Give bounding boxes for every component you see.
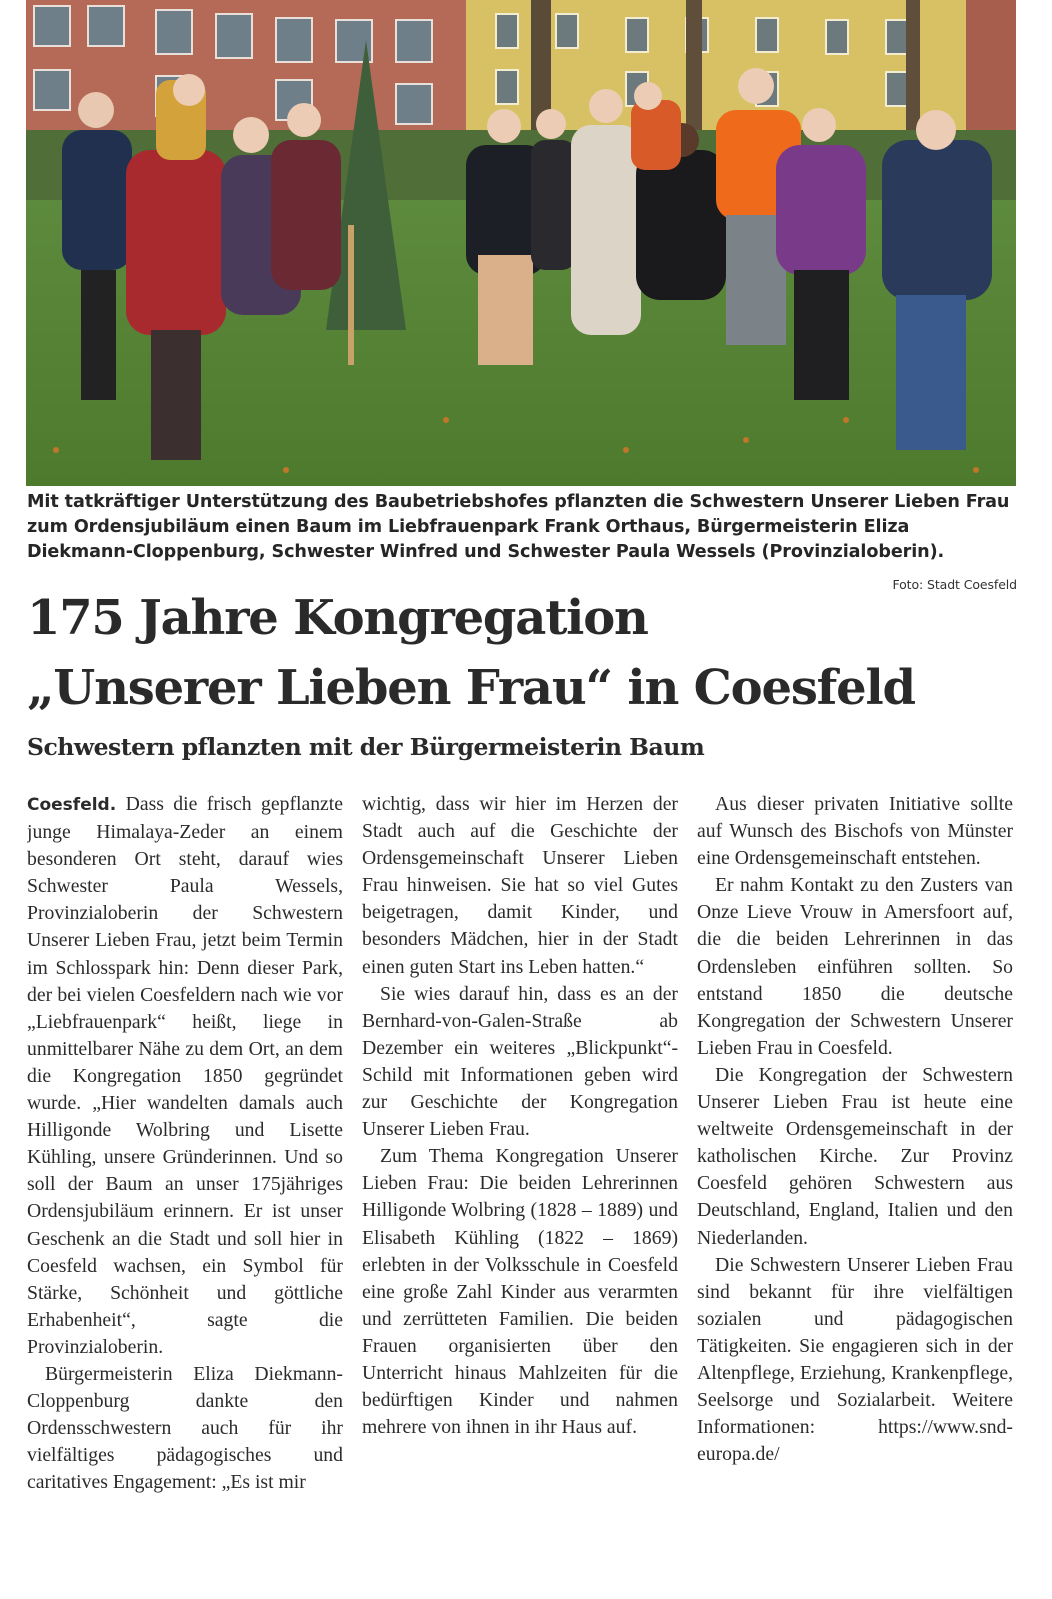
paragraph: Sie wies darauf hin, dass es an der Bernhard-von-Galen-Straße ab Dezember ein weiteres „Blickpunkt“-Schild mit Informationen geben wird zur Geschichte der Kongregation Unserer Lieben Frau. xyxy=(362,982,678,1141)
paragraph: Zum Thema Kongregation Unserer Lieben Frau: Die beiden Lehrerinnen Hilligonde Wolbring (1828 – 1889) und Elisabeth Kühling (1822 – 1869) erlebten in der Volksschule in Coesfeld eine große Zahl Kinder aus verarmten und zerrütteten Familien. Die beiden Frauen organisierten über den Unterricht hinaus Mahlzeiten für die bedürftigen Kinder und nahmen mehrere von ihnen in ihr Haus auf. xyxy=(362,1145,678,1439)
paragraph: Die Kongregation der Schwestern Unserer Lieben Frau ist heute eine weltweite Ordensgemeinschaft in der katholischen Kirche. Zur Provinz Coesfeld gehören Schwestern aus Deutschland, England, Italien und den Niederlanden. xyxy=(697,1063,1013,1249)
paragraph: Die Schwestern Unserer Lieben Frau sind bekannt für ihre vielfältigen sozialen und pädagogischen Tätigkeiten. Sie engagieren sich in der Altenpflege, Erziehung, Krankenpflege, Seelsorge und Sozialarbeit. Weitere Informationen: https://www.snd-europa.de/ xyxy=(697,1253,1013,1466)
paragraph: Er nahm Kontakt zu den Zusters van Onze Lieve Vrouw in Amersfoort auf, die die beiden Lehrerinnen in das Ordensleben einführen sollten. So entstand 1850 die deutsche Kongregation der Schwestern Unserer Lieben Frau in Coesfeld. xyxy=(697,874,1013,1059)
dateline: Coesfeld. xyxy=(27,795,117,815)
subheadline: Schwestern pflanzten mit der Bürgermeisterin Baum xyxy=(27,733,705,761)
paragraph-text: Dass die frisch gepflanzte junge Himalaya-Zeder an einem besonderen Ort steht, darauf wies Schwester Paula Wessels, Provinzialoberin der Schwestern Unserer Lieben Frau, jetzt beim Termin im Schlosspark hin: Denn dieser Park, der bei vielen Coesfeldern nach wie vor „Liebfrauenpark“ heißt, liege in unmittelbarer Nähe zu dem Ort, an dem die Kongregation 1850 gegründet wurde. „Hier wandelten damals auch Hilligonde Wolbring und Lisette Kühling, unsere Gründerinnen. Und so soll der Baum an unser 175jähriges Ordensjubiläum erinnern. Er ist unser Geschenk an die Stadt und soll hier in Coesfeld wachsen, ein Symbol für Stärke, Schönheit und göttliche Erhabenheit“, sagte die Provinzialoberin. xyxy=(27,793,343,1358)
paragraph: Aus dieser privaten Initiative sollte auf Wunsch des Bischofs von Münster eine Ordensgemeinschaft entstehen. xyxy=(697,793,1013,870)
article-photo xyxy=(26,0,1016,486)
article-column-3 xyxy=(697,791,1013,1581)
group-photo-image xyxy=(26,0,1016,486)
paragraph xyxy=(27,791,343,1361)
headline-line-2: „Unserer Lieben Frau“ in Coesfeld xyxy=(27,660,915,716)
paragraph: Bürgermeisterin Eliza Diekmann-Cloppenburg dankte den Ordensschwestern auch für ihr vielfältiges pädagogisches und caritatives Engagement: „Es ist mir xyxy=(27,1362,343,1494)
photo-caption xyxy=(27,490,1017,597)
caption-text: Mit tatkräftiger Unterstützung des Baubetriebshofes pflanzten die Schwestern Unserer Lieben Frau zum Ordensjubiläum einen Baum im Liebfrauenpark Frank Orthaus, Bürgermeisterin Eliza Diekmann-Cloppenburg, Schwester Winfred und Schwester Paula Wessels (Provinzialoberin). xyxy=(27,492,1010,562)
article-column-1 xyxy=(27,791,343,1581)
paragraph: wichtig, dass wir hier im Herzen der Stadt auch auf die Geschichte der Ordensgemeinschaft Unserer Lieben Frau hinweisen. Sie hat so viel Gutes beigetragen, damit Kinder, und besonders Mädchen, hier in der Stadt einen guten Start ins Leben hatten.“ xyxy=(362,793,678,978)
photo-credit: Foto: Stadt Coesfeld xyxy=(892,577,1017,592)
headline-line-1: 175 Jahre Kongregation xyxy=(27,590,648,646)
page-title xyxy=(27,583,1027,723)
article-column-2 xyxy=(362,791,678,1581)
